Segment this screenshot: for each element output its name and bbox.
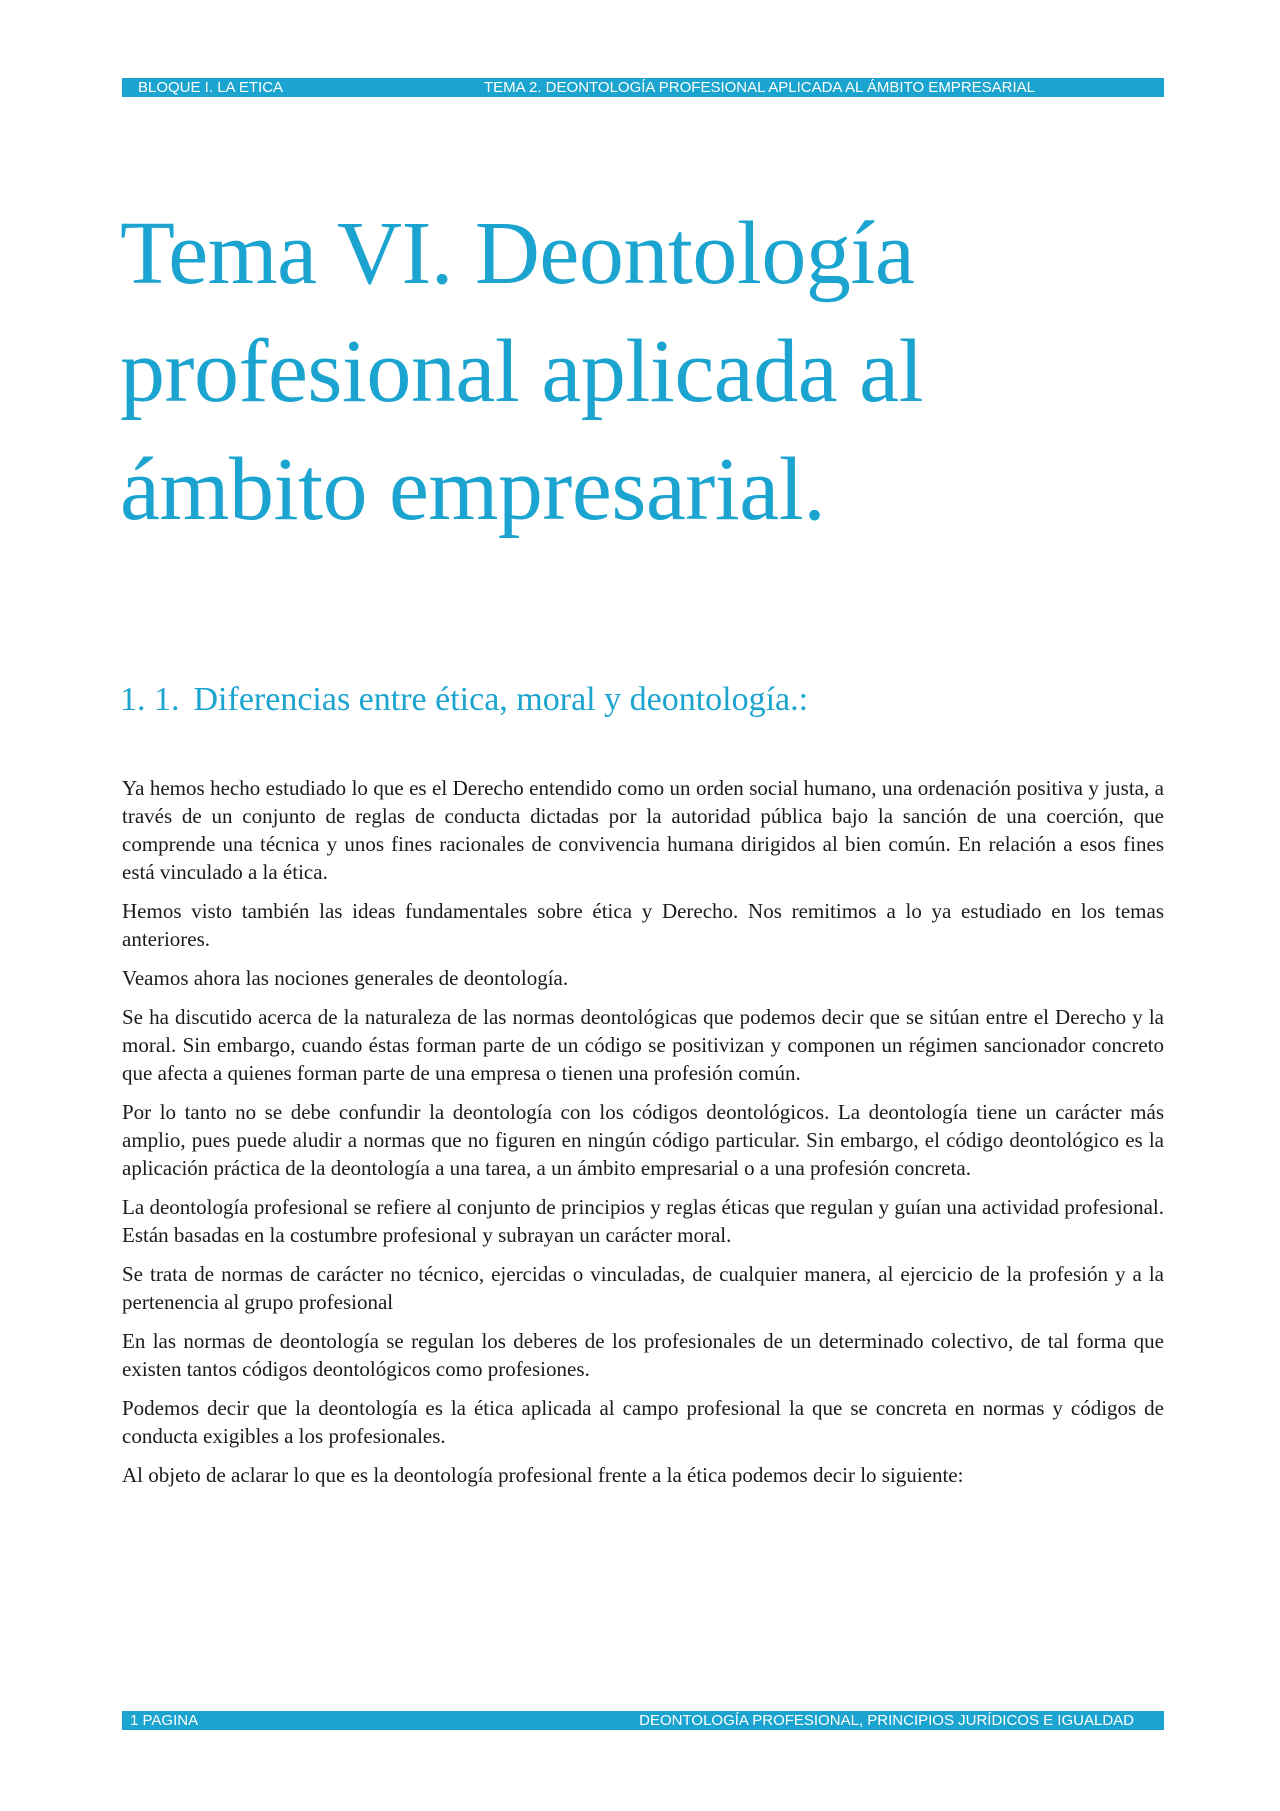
body-text	[122, 774, 1164, 1500]
paragraph: Ya hemos hecho estudiado lo que es el Derecho entendido como un orden social humano, una ordenación positiva y justa, a través de un conjunto de reglas de conducta dictadas por la autoridad pública bajo la sanción de una coerción, que comprende una técnica y unos fines racionales de convivencia humana dirigidos al bien común. En relación a esos fines está vinculado a la ética.	[122, 776, 1164, 884]
paragraph: Veamos ahora las nociones generales de deontología.	[122, 966, 569, 990]
section-title: Diferencias entre ética, moral y deontología.:	[193, 681, 809, 718]
paragraph: Se ha discutido acerca de la naturaleza de las normas deontológicas que podemos decir que se sitúan entre el Derecho y la moral. Sin embargo, cuando éstas forman parte de un código se positivizan y componen un régimen sancionador concreto que afecta a quienes forman parte de una empresa o tienen una profesión común.	[122, 1005, 1164, 1085]
paragraph: La deontología profesional se refiere al conjunto de principios y reglas éticas que regulan y guían una actividad profesional. Están basadas en la costumbre profesional y subrayan un carácter moral.	[122, 1195, 1164, 1247]
header-topic-label: TEMA 2. DEONTOLOGÍA PROFESIONAL APLICADA AL ÁMBITO EMPRESARIAL	[484, 79, 1036, 96]
page-number: 1 PAGINA	[130, 1712, 199, 1729]
section-heading	[120, 676, 808, 724]
page-title-line: ámbito empresarial.	[120, 440, 826, 539]
page-title-line: Tema VI. Deontología	[120, 204, 915, 303]
footer-course-title: DEONTOLOGÍA PROFESIONAL, PRINCIPIOS JURÍDICOS E IGUALDAD	[639, 1712, 1134, 1729]
paragraph: Hemos visto también las ideas fundamentales sobre ética y Derecho. Nos remitimos a lo ya estudiado en los temas anteriores.	[122, 899, 1164, 951]
paragraph: Por lo tanto no se debe confundir la deontología con los códigos deontológicos. La deontología tiene un carácter más amplio, pues puede aludir a normas que no figuren en ningún código particular. Sin embargo, el código deontológico es la aplicación práctica de la deontología a una tarea, a un ámbito empresarial o a una profesión concreta.	[122, 1100, 1164, 1180]
paragraph: Se trata de normas de carácter no técnico, ejercidas o vinculadas, de cualquier manera, al ejercicio de la profesión y a la pertenencia al grupo profesional	[122, 1262, 1164, 1314]
header-block-label: BLOQUE I. LA ETICA	[138, 79, 284, 96]
page-footer	[122, 1711, 1164, 1730]
page-title-line: profesional aplicada al	[120, 322, 924, 421]
paragraph: Podemos decir que la deontología es la ética aplicada al campo profesional la que se concreta en normas y códigos de conducta exigibles a los profesionales.	[122, 1396, 1164, 1448]
paragraph: En las normas de deontología se regulan los deberes de los profesionales de un determinado colectivo, de tal forma que existen tantos códigos deontológicos como profesiones.	[122, 1329, 1164, 1381]
paragraph: Al objeto de aclarar lo que es la deontología profesional frente a la ética podemos decir lo siguiente:	[122, 1463, 964, 1487]
page-title	[120, 195, 1120, 549]
page-header	[122, 78, 1164, 97]
section-number: 1. 1.	[120, 681, 180, 718]
